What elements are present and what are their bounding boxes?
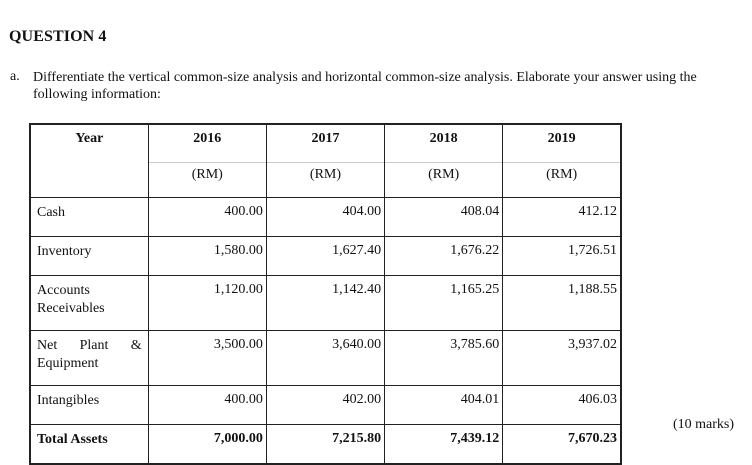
cell-value: 7,000.00 bbox=[148, 425, 266, 465]
cell-value: 3,640.00 bbox=[266, 331, 384, 386]
row-label: Cash bbox=[30, 198, 148, 237]
cell-value: 406.03 bbox=[503, 386, 621, 425]
question-marker: a. bbox=[10, 69, 20, 84]
unit-2019: (RM) bbox=[503, 163, 621, 198]
table-header-row-years bbox=[30, 124, 621, 163]
question-heading: QUESTION 4 bbox=[9, 28, 107, 45]
row-label: Intangibles bbox=[30, 386, 148, 425]
label-word: & bbox=[130, 338, 142, 353]
cell-value: 400.00 bbox=[148, 198, 266, 237]
cell-value: 402.00 bbox=[266, 386, 384, 425]
cell-value: 404.01 bbox=[385, 386, 503, 425]
cell-value: 3,500.00 bbox=[148, 331, 266, 386]
cell-value: 400.00 bbox=[148, 386, 266, 425]
row-label: Accounts Receivables bbox=[30, 276, 148, 331]
cell-value: 1,142.40 bbox=[266, 276, 384, 331]
year-2016: 2016 bbox=[148, 124, 266, 163]
unit-2017: (RM) bbox=[266, 163, 384, 198]
cell-value: 1,580.00 bbox=[148, 237, 266, 276]
unit-2016: (RM) bbox=[148, 163, 266, 198]
cell-value: 3,937.02 bbox=[503, 331, 621, 386]
table-row-net-plant-equipment bbox=[30, 331, 621, 386]
cell-value: 408.04 bbox=[385, 198, 503, 237]
cell-value: 3,785.60 bbox=[385, 331, 503, 386]
cell-value: 1,188.55 bbox=[503, 276, 621, 331]
marks-label: (10 marks) bbox=[672, 417, 734, 432]
cell-value: 412.12 bbox=[503, 198, 621, 237]
row-label: Total Assets bbox=[30, 425, 148, 465]
year-2019: 2019 bbox=[503, 124, 621, 163]
table-row-inventory bbox=[30, 237, 621, 276]
row-label: Inventory bbox=[30, 237, 148, 276]
table-row-intangibles bbox=[30, 386, 621, 425]
year-header: Year bbox=[30, 124, 148, 198]
label-word: Net bbox=[37, 338, 58, 353]
cell-value: 1,120.00 bbox=[148, 276, 266, 331]
cell-value: 7,215.80 bbox=[266, 425, 384, 465]
table-row-cash bbox=[30, 198, 621, 237]
table-row-total-assets bbox=[30, 425, 621, 465]
cell-value: 1,726.51 bbox=[503, 237, 621, 276]
cell-value: 1,165.25 bbox=[385, 276, 503, 331]
label-word: Plant bbox=[79, 338, 109, 353]
table-row-accounts-receivables bbox=[30, 276, 621, 331]
row-label bbox=[30, 331, 148, 386]
cell-value: 1,676.22 bbox=[385, 237, 503, 276]
cell-value: 7,670.23 bbox=[503, 425, 621, 465]
cell-value: 1,627.40 bbox=[266, 237, 384, 276]
question-text: Differentiate the vertical common-size analysis and horizontal common-size analysis. Elaborate your answer using the following information: bbox=[33, 70, 697, 102]
year-2017: 2017 bbox=[266, 124, 384, 163]
cell-value: 404.00 bbox=[266, 198, 384, 237]
year-2018: 2018 bbox=[385, 124, 503, 163]
cell-value: 7,439.12 bbox=[385, 425, 503, 465]
financial-table bbox=[29, 123, 622, 465]
unit-2018: (RM) bbox=[385, 163, 503, 198]
label-line2: Equipment bbox=[37, 356, 99, 371]
